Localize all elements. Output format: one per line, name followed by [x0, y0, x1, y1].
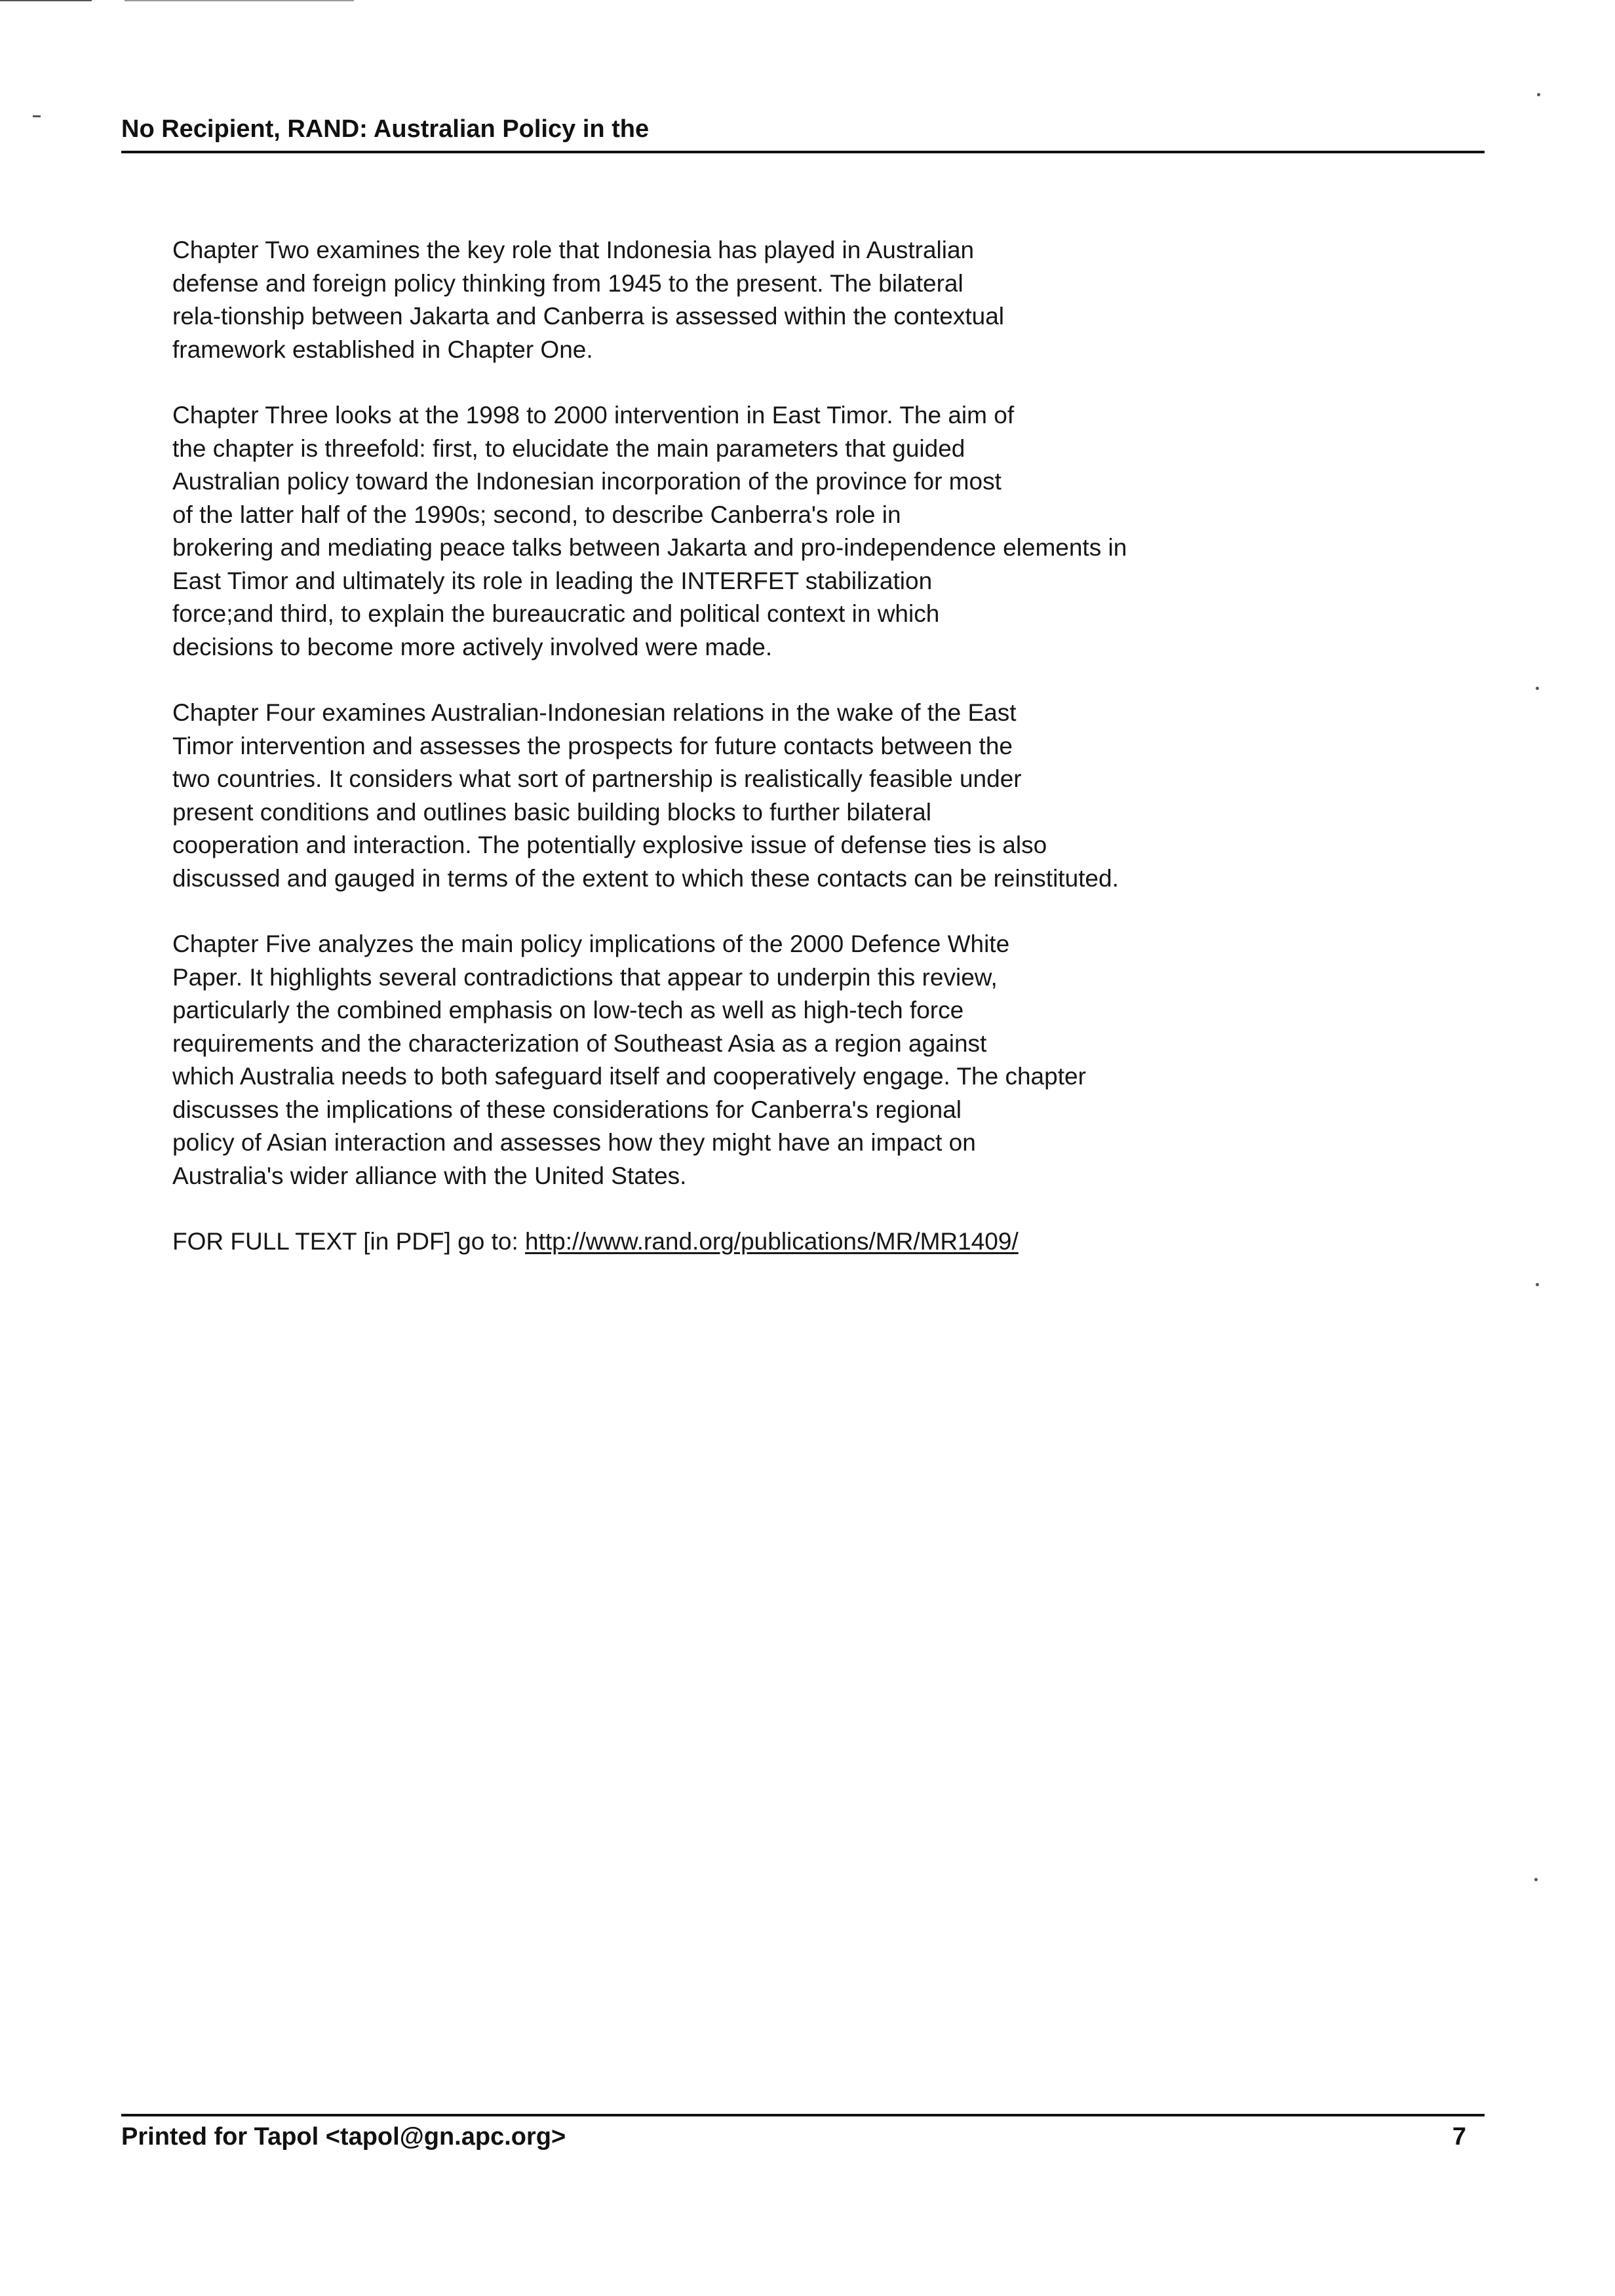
header-title: No Recipient, RAND: Australian Policy in the	[121, 115, 650, 143]
text-line: the chapter is threefold: first, to elucidate the main parameters that guided	[172, 434, 965, 462]
scan-speck	[33, 115, 41, 117]
scan-edge-line	[125, 0, 354, 1]
text-line: Australian policy toward the Indonesian incorporation of the province for most	[172, 468, 1002, 495]
paragraph-chapter-five	[172, 928, 1287, 1193]
scan-speck	[1536, 687, 1539, 690]
text-line: decisions to become more actively involved were made.	[172, 633, 773, 660]
scan-speck	[1536, 1283, 1539, 1286]
text-line: Australia's wider alliance with the United States.	[172, 1162, 687, 1189]
text-line: Paper. It highlights several contradictions that appear to underpin this review,	[172, 963, 998, 991]
text-line: East Timor and ultimately its role in leading the INTERFET stabilization	[172, 567, 933, 594]
text-line: which Australia needs to both safeguard itself and cooperatively engage. The chapter	[172, 1063, 1086, 1090]
text-line: force;and third, to explain the bureaucratic and political context in which	[172, 600, 940, 627]
text-line: brokering and mediating peace talks between Jakarta and pro-independence elements in	[172, 534, 1127, 561]
text-line: defense and foreign policy thinking from 1945 to the present. The bilateral	[172, 269, 963, 297]
scan-edge-line	[0, 0, 92, 1]
text-line: framework established in Chapter One.	[172, 335, 593, 363]
text-line: discussed and gauged in terms of the extent to which these contacts can be reinstituted.	[172, 864, 1119, 892]
text-line: particularly the combined emphasis on low-tech as well as high-tech force	[172, 997, 964, 1024]
text-line: Chapter Two examines the key role that Indonesia has played in Australian	[172, 237, 975, 263]
text-line: Timor intervention and assesses the prospects for future contacts between the	[172, 732, 1013, 759]
full-text-label: FOR FULL TEXT [in PDF] go to:	[172, 1228, 526, 1255]
text-line: Chapter Four examines Australian-Indonesian relations in the wake of the East	[172, 699, 1017, 726]
scan-speck	[1534, 1878, 1538, 1881]
document-body	[172, 234, 1287, 1259]
text-line: policy of Asian interaction and assesses how they might have an impact on	[172, 1129, 976, 1156]
paragraph-chapter-two	[172, 234, 1287, 366]
paragraph-chapter-four	[172, 697, 1287, 895]
footer-row	[121, 2116, 1485, 2153]
header-rule	[121, 151, 1485, 153]
scan-speck	[1537, 93, 1540, 96]
text-line: two countries. It considers what sort of partnership is realistically feasible under	[172, 765, 1022, 792]
rand-publication-link[interactable]: http://www.rand.org/publications/MR/MR1409/	[525, 1228, 1019, 1255]
text-line: present conditions and outlines basic building blocks to further bilateral	[172, 798, 931, 826]
text-line: cooperation and interaction. The potentially explosive issue of defense ties is also	[172, 832, 1047, 858]
page-number: 7	[1452, 2123, 1466, 2151]
printed-for-label: Printed for Tapol <tapol@gn.apc.org>	[121, 2123, 566, 2151]
text-line: rela-tionship between Jakarta and Canberra is assessed within the contextual	[172, 303, 1005, 330]
page-header	[121, 113, 1485, 153]
page-footer	[121, 2114, 1485, 2153]
full-text-reference	[172, 1225, 1287, 1259]
text-line: discusses the implications of these considerations for Canberra's regional	[172, 1096, 962, 1123]
text-line: Chapter Three looks at the 1998 to 2000 intervention in East Timor. The aim of	[172, 402, 1015, 429]
text-line: of the latter half of the 1990s; second, to describe Canberra's role in	[172, 501, 901, 528]
paragraph-chapter-three	[172, 399, 1287, 664]
text-line: Chapter Five analyzes the main policy implications of the 2000 Defence White	[172, 930, 1010, 957]
text-line: requirements and the characterization of Southeast Asia as a region against	[172, 1029, 987, 1057]
